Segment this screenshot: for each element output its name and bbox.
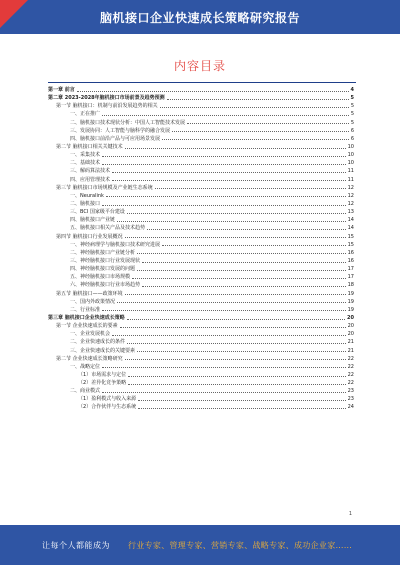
toc-entry-page: 22 [347,363,354,370]
toc-entry[interactable] [48,290,354,298]
toc-entry-title: （1）盈利模式与收入来源 [78,396,137,403]
toc-entry-page: 17 [347,274,354,281]
toc-entry-title: 一、战略定位 [70,363,101,370]
toc-leader-dots [160,102,349,108]
toc-leader-dots [137,347,346,353]
toc-leader-dots [112,176,346,182]
toc-entry[interactable] [48,208,354,216]
toc-leader-dots [142,257,346,263]
toc-entry-page: 5 [350,95,354,102]
toc-entry-page: 15 [347,241,354,248]
toc-leader-dots [112,330,346,336]
toc-entry-page: 4 [350,87,354,93]
toc-entry[interactable] [48,306,354,314]
toc-entry[interactable] [48,314,354,322]
toc-entry-title: 第五节 脑机接口——政策环境 [56,290,123,297]
toc-leader-dots [102,159,346,165]
toc-entry[interactable] [48,184,354,192]
toc-entry[interactable] [48,281,354,289]
toc-entry-page: 14 [347,217,354,224]
toc-entry-title: 一、企业发展机会 [70,331,111,338]
toc-entry-title: （2）合作伙伴与生态系统 [78,404,137,411]
toc-entry-page: 12 [347,200,354,207]
toc-leader-dots [102,151,346,157]
toc-entry[interactable] [48,192,354,200]
toc-entry-page: 23 [347,396,354,403]
toc-entry-page: 5 [350,103,354,110]
toc-entry-page: 10 [347,152,354,159]
toc-entry[interactable] [48,241,354,249]
toc-entry[interactable] [48,273,354,281]
toc-entry[interactable] [48,216,354,224]
toc-entry-page: 19 [347,298,354,305]
toc-entry-page: 5 [350,119,354,126]
toc-entry-title: 二、脑机接口技术现状分析：中国人工智能技术发展 [70,119,186,126]
toc-entry[interactable] [48,330,354,338]
toc-leader-dots [102,200,346,206]
toc-entry[interactable] [48,102,354,110]
toc-entry[interactable] [48,94,354,102]
toc-entry[interactable] [48,379,354,387]
toc-entry-page: 22 [347,355,354,362]
toc-entry[interactable] [48,127,354,135]
toc-entry-page: 23 [347,388,354,395]
toc-entry[interactable] [48,159,354,167]
toc-entry-title: 四、神经脑机接口发展的问题 [70,266,136,273]
toc-entry[interactable] [48,135,354,143]
toc-divider [48,82,356,83]
toc-entry-title: 第二章 2023-2028年脑机接口市场前景及趋势预测 [48,95,165,102]
toc-entry-title: 二、商业模式 [70,388,101,395]
toc-entry-title: 四、脑机接口前沿产品与可应用场景发展 [70,135,161,142]
toc-entry-page: 21 [347,347,354,354]
toc-entry-page: 14 [347,225,354,232]
toc-entry-title: 一、国内外政策情况 [70,298,116,305]
toc-entry[interactable] [48,249,354,257]
toc-entry-title: （1）市场需求与定位 [78,371,127,378]
toc-entry-title: 三、解码算法技术 [70,168,111,175]
toc-entry[interactable] [48,176,354,184]
toc-entry-title: 二、行业标准 [70,306,101,313]
toc-leader-dots [142,281,346,287]
toc-entry-title: 四、脑机接口产业链 [70,217,116,224]
toc-entry-page: 13 [347,209,354,216]
toc-leader-dots [128,371,345,377]
toc-entry-title: 六、神经脑机接口行业市场趋势 [70,282,141,289]
toc-heading: 内容目录 [173,59,226,73]
toc-entry[interactable] [48,119,354,127]
toc-entry-page: 12 [347,192,354,199]
toc-leader-dots [117,298,346,304]
footer-tagline: 行业专家、管理专家、营销专家、战略专家、成功企业家…… [128,541,353,550]
toc-leader-dots [120,322,346,328]
toc-entry-title: 第一节 企业快速成长的要素 [56,323,118,330]
toc-entry[interactable] [48,322,354,330]
toc-leader-dots [125,290,346,296]
toc-entry-page: 18 [347,282,354,289]
toc-entry[interactable] [48,143,354,151]
toc-entry[interactable] [48,387,354,395]
toc-entry-title: 三、BCI 国家级平台建设 [70,209,125,216]
toc-entry-page: 5 [350,111,354,118]
toc-leader-dots [77,86,349,92]
toc-leader-dots [138,395,345,401]
toc-entry[interactable] [48,86,354,94]
toc-entry-title: 三、发展协同：人工智能与脑科学的融合发展 [70,127,171,134]
toc-entry-title: 四、应用管理技术 [70,176,111,183]
toc-entry-page: 12 [347,184,354,191]
toc-entry[interactable] [48,151,354,159]
toc-entry-title: 二、脑机接口 [70,200,101,207]
toc-entry-title: 一、采集技术 [70,152,101,159]
toc-leader-dots [155,184,346,190]
toc-entry-title: 一、Neuralink [70,192,104,199]
toc-entry[interactable] [48,395,354,403]
toc-leader-dots [132,273,346,279]
toc-leader-dots [102,306,346,312]
toc-entry[interactable] [48,363,354,371]
toc-leader-dots [117,216,346,222]
toc-entry[interactable] [48,200,354,208]
toc-entry-page: 10 [347,160,354,167]
toc-entry-page: 16 [347,249,354,256]
report-footer [0,525,400,565]
toc-entry-title: 五、脑机接口相关产品及技术趋势 [70,225,146,232]
toc-leader-dots [162,135,349,141]
toc-entry-title: 五、神经脑机接口市场规模 [70,274,131,281]
toc-entry[interactable] [48,110,354,118]
toc-leader-dots [127,338,346,344]
toc-entry-title: 第四节 脑机接口行业发展概况 [56,233,123,240]
toc-entry-page: 21 [347,339,354,346]
toc-entry-title: 第二节 企业快速成长策略研究 [56,355,123,362]
toc-entry-page: 24 [347,404,354,411]
toc-entry-page: 19 [347,290,354,297]
toc-leader-dots [102,387,346,393]
footer-slogan: 让每个人都能成为 [42,541,110,550]
toc-leader-dots [127,208,346,214]
toc-entry-page: 22 [347,380,354,387]
toc-entry-page: 20 [347,314,354,321]
toc-entry-title: 二、企业快速成长的条件 [70,339,126,346]
toc-entry-title: （2）差异化竞争策略 [78,380,127,387]
toc-entry-page: 11 [347,168,354,175]
toc-leader-dots [137,249,346,255]
toc-entry-page: 11 [347,176,354,183]
toc-leader-dots [187,119,349,125]
toc-entry[interactable] [48,265,354,273]
toc-entry-title: 三、神经脑机接口行业发展现状 [70,257,141,264]
toc-entry[interactable] [48,371,354,379]
toc-entry-title: 第二节 脑机接口相关关键技术 [56,143,123,150]
toc-entry-page: 22 [347,371,354,378]
toc-leader-dots [147,224,346,230]
toc-leader-dots [167,94,349,100]
toc-leader-dots [127,314,345,320]
toc-leader-dots [162,241,346,247]
toc-leader-dots [138,403,345,409]
toc-entry-page: 16 [347,257,354,264]
toc-leader-dots [172,127,349,133]
toc-leader-dots [102,363,346,369]
toc-entry[interactable] [48,224,354,232]
toc-entry-page: 15 [347,233,354,240]
table-of-contents [48,86,354,412]
page-number: 1 [348,511,352,517]
toc-leader-dots [137,265,346,271]
toc-leader-dots [102,110,349,116]
toc-entry[interactable] [48,167,354,175]
toc-leader-dots [125,355,346,361]
toc-entry-page: 20 [347,331,354,338]
toc-entry-page: 17 [347,266,354,273]
toc-leader-dots [125,143,346,149]
toc-leader-dots [106,192,346,198]
toc-entry-title: 一、正在推广 [70,111,101,118]
toc-leader-dots [125,233,346,239]
toc-entry-page: 20 [347,323,354,330]
toc-entry-title: 二、神经脑机接口产业链分析 [70,249,136,256]
toc-entry[interactable] [48,298,354,306]
toc-entry[interactable] [48,403,354,411]
toc-entry[interactable] [48,347,354,355]
toc-entry-page: 6 [350,135,354,142]
toc-entry[interactable] [48,233,354,241]
toc-entry-title: 第一节 脑机接口：机制与前沿发展趋势的相关 [56,103,158,110]
toc-entry-title: 第三章 脑机接口企业快速成长策略 [48,314,125,321]
toc-entry[interactable] [48,355,354,363]
toc-entry-title: 第一章 前言 [48,87,75,93]
toc-entry-title: 第三节 脑机接口市场规模及产业链生态系统 [56,184,153,191]
toc-entry-title: 一、神经病理学与脑机接口技术研究进展 [70,241,161,248]
toc-entry-title: 二、基础技术 [70,160,101,167]
toc-entry-page: 6 [350,127,354,134]
report-header [0,0,400,34]
toc-entry-title: 三、企业快速成长的关键要素 [70,347,136,354]
toc-entry-page: 10 [347,143,354,150]
toc-entry[interactable] [48,338,354,346]
toc-leader-dots [128,379,345,385]
toc-entry-page: 19 [347,306,354,313]
toc-leader-dots [112,167,346,173]
toc-entry[interactable] [48,257,354,265]
report-title: 脑机接口企业快速成长策略研究报告 [99,11,300,25]
